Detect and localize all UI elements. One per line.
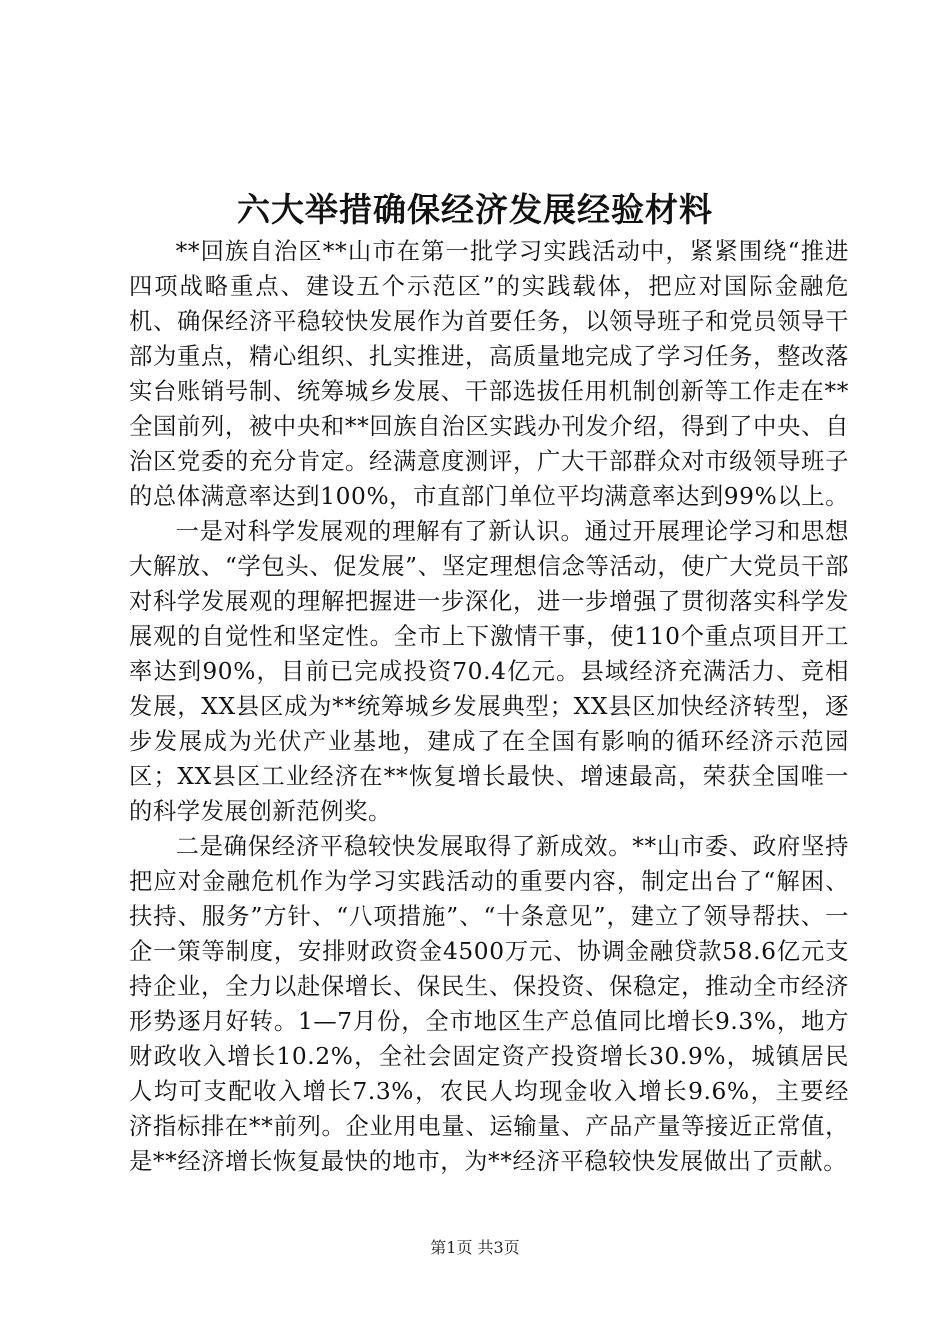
document-body <box>129 234 849 1179</box>
page-number-footer: 第1页 共3页 <box>430 1238 520 1257</box>
paragraph-point-one: 一是对科学发展观的理解有了新认识。通过开展理论学习和思想大解放、“学包头、促发展”、坚定理想信念等活动，使广大党员干部对科学发展观的理解把握进一步深化，进一步增强了贯彻落实科学发展观的自觉性和坚定性。全市上下激情干事，使110个重点项目开工率达到90%，目前已完成投资70.4亿元。县域经济充满活力、竞相发展，XX县区成为**统筹城乡发展典型；XX县区加快经济转型，逐步发展成为光伏产业基地，建成了在全国有影响的循环经济示范园区；XX县区工业经济在**恢复增长最快、增速最高，荣获全国唯一的科学发展创新范例奖。 <box>129 518 849 825</box>
paragraph-intro: **回族自治区**山市在第一批学习实践活动中，紧紧围绕“推进四项战略重点、建设五个示范区”的实践载体，把应对国际金融危机、确保经济平稳较快发展作为首要任务，以领导班子和党员领导干部为重点，精心组织、扎实推进，高质量地完成了学习任务，整改落实台账销号制、统筹城乡发展、干部选拔任用机制创新等工作走在**全国前列，被中央和**回族自治区实践办刊发介绍，得到了中央、自治区党委的充分肯定。经满意度测评，广大干部群众对市级领导班子的总体满意率达到100%，市直部门单位平均满意率达到99%以上。 <box>129 238 850 510</box>
paragraph-point-two: 二是确保经济平稳较快发展取得了新成效。**山市委、政府坚持把应对金融危机作为学习实践活动的重要内容，制定出台了“解困、扶持、服务”方针、“八项措施”、“十条意见”，建立了领导帮扶、一企一策等制度，安排财政资金4500万元、协调金融贷款58.6亿元支持企业，全力以赴保增长、保民生、保投资、保稳定，推动全市经济形势逐月好转。1—7月份，全市地区生产总值同比增长9.3%，地方财政收入增长10.2%，全社会固定资产投资增长30.9%，城镇居民人均可支配收入增长7.3%，农民人均现金收入增长9.6%，主要经济指标排在**前列。企业用电量、运输量、产品产量等接近正常值，是**经济增长恢复最快的地市，为**经济平稳较快发展做出了贡献。 <box>129 833 849 1175</box>
document-title: 六大举措确保经济发展经验材料 <box>237 190 713 229</box>
